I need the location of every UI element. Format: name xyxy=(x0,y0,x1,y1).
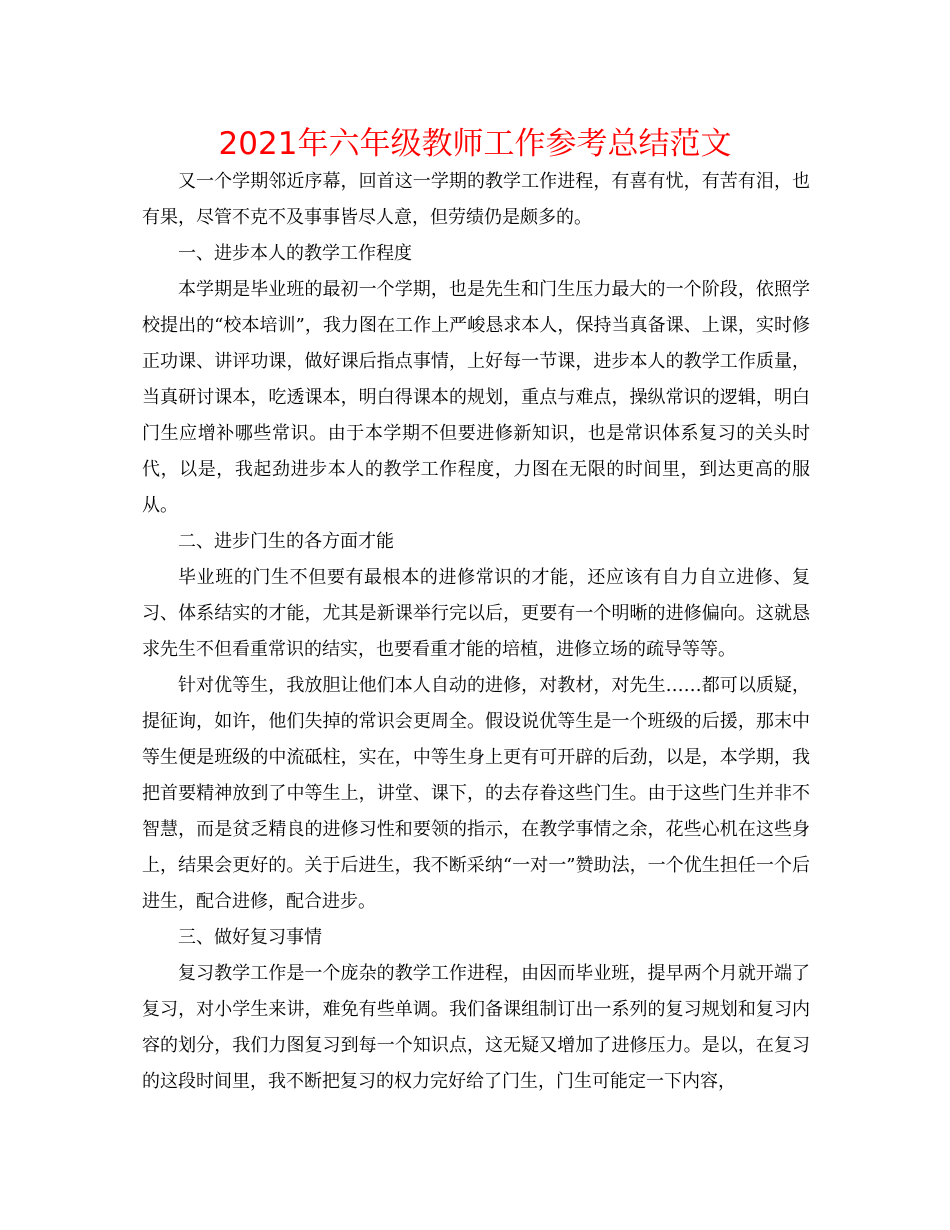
section-heading-2: 二、进步门生的各方面才能 xyxy=(178,531,394,552)
paragraph-section-1: 本学期是毕业班的最初一个学期，也是先生和门生压力最大的一个阶段，依照学校提出的“校本培训”，我力图在工作上严峻恳求本人，保持当真备课、上课，实时修正功课、讲评功课，做好课后指点事情，上好每一节课，进步本人的教学工作质量，当真研讨课本，吃透课本，明白得课本的规划，重点与难点，操纵常识的逻辑，明白门生应增补哪些常识。由于本学期不但要进修新知识，也是常识体系复习的关头时代，以是，我起劲进步本人的教学工作程度，力图在无限的时间里，到达更高的服从。 xyxy=(142,279,810,516)
document-body xyxy=(142,164,810,1100)
paragraph-section-2b: 针对优等生，我放胆让他们本人自动的进修，对教材，对先生……都可以质疑，提征询，如许，他们失掉的常识会更周全。假设说优等生是一个班级的后援，那末中等生便是班级的中流砥柱，实在，中等生身上更有可开辟的后劲，以是，本学期，我把首要精神放到了中等生上，讲堂、课下，的去存眷这些门生。由于这些门生并非不智慧，而是贫乏精良的进修习性和要领的指示，在教学事情之余，花些心机在这些身上，结果会更好的。关于后进生，我不断采纳“一对一”赞助法，一个优生担任一个后进生，配合进修，配合进步。 xyxy=(142,675,810,912)
section-heading-3: 三、做好复习事情 xyxy=(178,927,322,948)
section-heading-1: 一、进步本人的教学工作程度 xyxy=(178,243,412,264)
paragraph-section-2a: 毕业班的门生不但要有最根本的进修常识的才能，还应该有自力自立进修、复习、体系结实的才能，尤其是新课举行完以后，更要有一个明晰的进修偏向。这就恳求先生不但看重常识的结实，也要看重才能的培植，进修立场的疏导等等。 xyxy=(142,567,810,660)
paragraph-intro: 又一个学期邻近序幕，回首这一学期的教学工作进程，有喜有忧，有苦有泪，也有果，尽管不克不及事事皆尽人意，但劳绩仍是颇多的。 xyxy=(142,171,810,228)
paragraph-section-3: 复习教学工作是一个庞杂的教学工作进程，由因而毕业班，提早两个月就开端了复习，对小学生来讲，难免有些单调。我们备课组制订出一系列的复习规划和复习内容的划分，我们力图复习到每一个知识点，这无疑又增加了进修压力。是以，在复习的这段时间里，我不断把复习的权力完好给了门生，门生可能定一下内容， xyxy=(142,963,810,1092)
document-title: 2021年六年级教师工作参考总结范文 xyxy=(218,126,732,162)
